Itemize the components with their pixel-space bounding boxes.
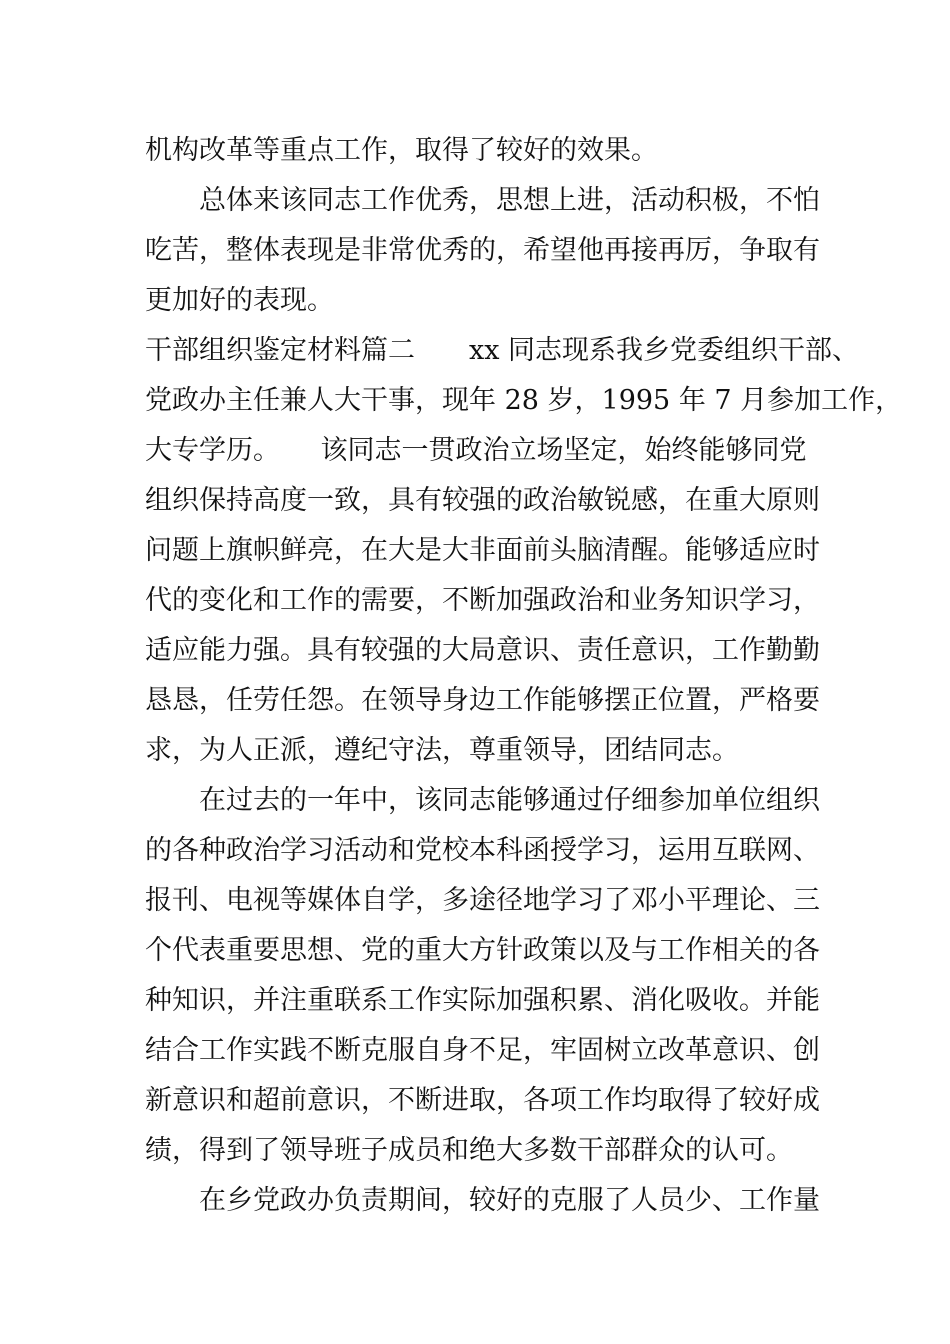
text-line-6: 党政办主任兼人大干事，现年 28 岁，1995 年 7 月参加工作，: [145, 385, 903, 416]
text-line-4: 更加好的表现。: [145, 285, 334, 316]
text-line-3: 吃苦，整体表现是非常优秀的，希望他再接再厉，争取有: [145, 235, 820, 266]
text-line-5: 干部组织鉴定材料篇二 xx 同志现系我乡党委组织干部、: [145, 335, 860, 366]
text-line-16: 报刊、电视等媒体自学，多途径地学习了邓小平理论、三: [145, 885, 820, 916]
text-line-15: 的各种政治学习活动和党校本科函授学习，运用互联网、: [145, 835, 820, 866]
text-line-17: 个代表重要思想、党的重大方针政策以及与工作相关的各: [145, 935, 820, 966]
text-line-19: 结合工作实践不断克服自身不足，牢固树立改革意识、创: [145, 1035, 820, 1066]
text-line-1: 机构改革等重点工作，取得了较好的效果。: [145, 135, 658, 166]
text-line-14: 在过去的一年中，该同志能够通过仔细参加单位组织: [199, 785, 820, 816]
text-line-11: 适应能力强。具有较强的大局意识、责任意识，工作勤勤: [145, 635, 820, 666]
text-line-10: 代的变化和工作的需要，不断加强政治和业务知识学习，: [145, 585, 820, 616]
document-body: [145, 126, 903, 1226]
text-line-21: 绩，得到了领导班子成员和绝大多数干部群众的认可。: [145, 1135, 793, 1166]
text-line-7: 大专学历。 该同志一贯政治立场坚定，始终能够同党: [145, 435, 807, 466]
text-line-13: 求，为人正派，遵纪守法，尊重领导，团结同志。: [145, 735, 739, 766]
text-line-9: 问题上旗帜鲜亮，在大是大非面前头脑清醒。能够适应时: [145, 535, 820, 566]
text-line-20: 新意识和超前意识，不断进取，各项工作均取得了较好成: [145, 1085, 820, 1116]
text-line-2: 总体来该同志工作优秀，思想上进，活动积极，不怕: [199, 185, 820, 216]
text-line-22: 在乡党政办负责期间，较好的克服了人员少、工作量: [199, 1185, 820, 1216]
text-line-8: 组织保持高度一致，具有较强的政治敏锐感，在重大原则: [145, 485, 820, 516]
text-line-18: 种知识，并注重联系工作实际加强积累、消化吸收。并能: [145, 985, 820, 1016]
text-line-12: 恳恳，任劳任怨。在领导身边工作能够摆正位置，严格要: [145, 685, 820, 716]
